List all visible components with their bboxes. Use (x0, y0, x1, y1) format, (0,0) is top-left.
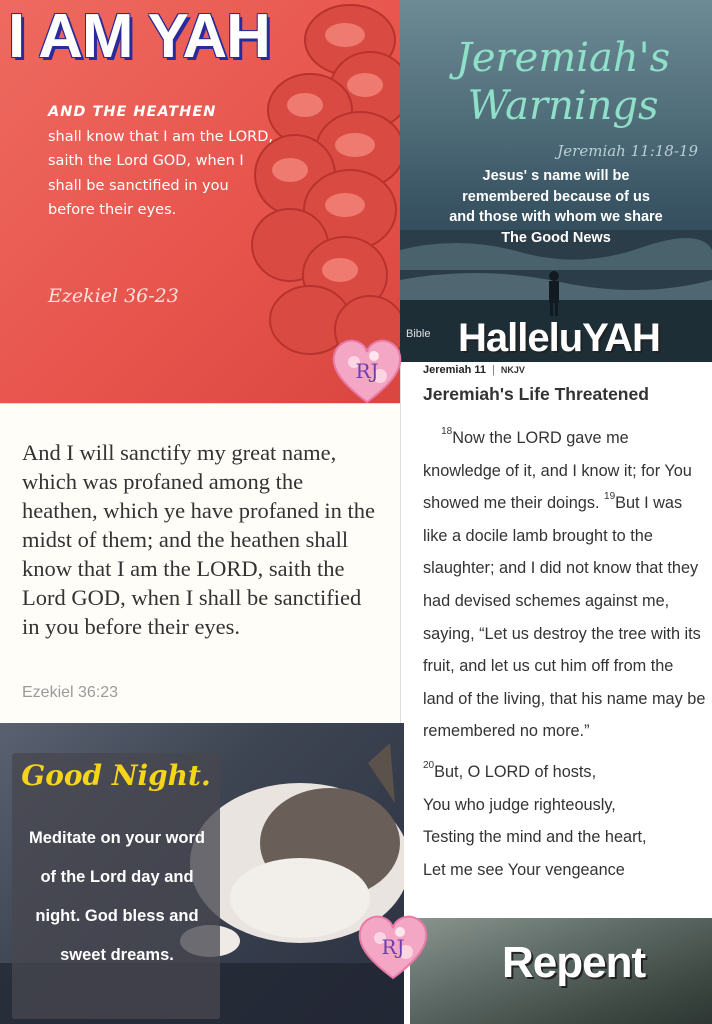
verse-paragraph (423, 422, 707, 748)
ezekiel-verse-panel (0, 403, 400, 724)
verse-text (48, 100, 278, 223)
section-heading: Jeremiah's Life Threatened (423, 384, 649, 404)
jeremiah-11-panel (400, 362, 712, 918)
warnings-message-line: The Good News (501, 229, 611, 246)
i-am-yah-title: I AM YAH (8, 2, 270, 71)
good-night-line: Meditate on your word (28, 829, 205, 847)
warnings-message-line: remembered because of us (462, 188, 650, 205)
warnings-message-line: Jesus' s name will be (482, 168, 630, 184)
rj-initials: RJ (381, 935, 405, 959)
verse-number: 19 (604, 491, 616, 503)
good-night-line: sweet dreams. (60, 946, 174, 964)
rj-heart-icon (356, 912, 430, 982)
chapter-name: Jeremiah 11 (423, 364, 486, 376)
warnings-title (428, 34, 698, 130)
verse-18: Now the LORD gave me knowledge of it, and I know it; for You showed me their doings. (423, 429, 692, 513)
verse-number: 20 (423, 759, 435, 771)
ezekiel-verse-text: And I will sanctify my great name, which was profaned among the heathen, which ye have profaned in the midst of them; and the heathen shall know that I am the LORD, saith the Lord GOD, when I shall be sanctified in you before their eyes. (22, 440, 375, 639)
warnings-title-line2: Warnings (467, 83, 659, 129)
rj-initials: RJ (355, 359, 379, 383)
poem-line: Testing the mind and the heart, (423, 828, 647, 847)
verse-20 (423, 756, 707, 886)
verse-19: But I was like a docile lamb brought to the slaughter; and I did not know that they had devised schemes against me, saying, “Let us destroy the tree with its fruit, and let us cut him off from the land of the living, that his name may be remembered no more.” (423, 494, 706, 741)
verse-lead: AND THE HEATHEN (48, 104, 217, 120)
poem-line: You who judge righteously, (423, 795, 616, 814)
good-night-line: night. God bless and (35, 907, 199, 925)
good-night-line: of the Lord day and (40, 868, 194, 886)
halleluyah-banner: HalleluYAH (458, 316, 660, 360)
warnings-reference: Jeremiah 11:18-19 (557, 142, 698, 160)
warnings-message-line: and those with whom we share (449, 209, 663, 225)
good-night-title: Good Night. (21, 759, 211, 792)
version-label: NKJV (500, 365, 525, 375)
verse-body: shall know that I am the LORD, saith the Lord GOD, when I shall be sanctified in you before their eyes. (48, 128, 274, 219)
good-night-panel (0, 723, 404, 1024)
poem-line: $^{20}$But, O LORD of hosts, (423, 759, 597, 781)
header-divider: | (492, 364, 495, 376)
ezekiel-reference: Ezekiel 36:23 (22, 684, 119, 701)
chapter-header (423, 364, 525, 376)
warnings-message (418, 166, 694, 248)
poem-line: Let me see Your vengeance (423, 860, 625, 879)
bible-label: Bible (406, 328, 431, 340)
rj-heart-icon (330, 336, 404, 406)
good-night-message (22, 819, 212, 975)
warnings-title-line1: Jeremiah's (455, 35, 671, 81)
verse-reference: Ezekiel 36-23 (48, 285, 179, 307)
scripture-body (423, 422, 707, 886)
verse-number: 18 (441, 426, 453, 437)
jeremiah-warnings-panel (400, 0, 712, 362)
repent-word: Repent (502, 938, 646, 987)
repent-panel (410, 918, 712, 1024)
